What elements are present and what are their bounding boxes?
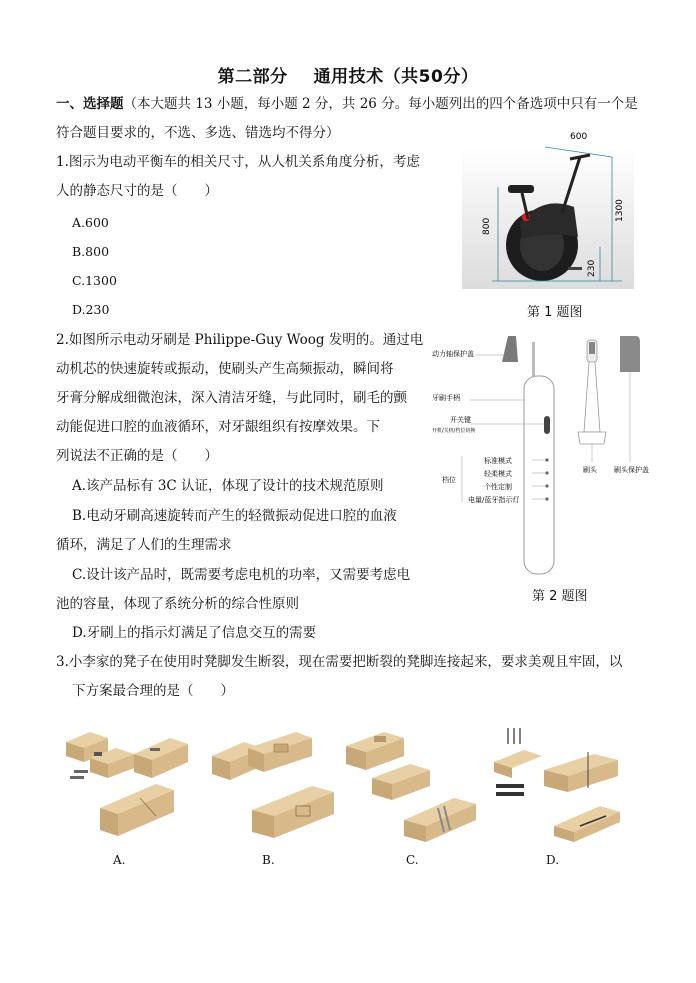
- label-indicator: 电量/蓝牙指示灯: [468, 496, 520, 504]
- q2-option-b-1: B.电动牙刷高速旋转而产生的轻微振动促进口腔的血液: [72, 508, 397, 524]
- dim-pedal-label: 230: [587, 259, 597, 277]
- label-mode-custom: 个性定制: [484, 483, 512, 491]
- q3-option-d: D.: [546, 853, 560, 867]
- label-switch: 开关键: [450, 416, 471, 424]
- label-power-cap: 动力轴保护盖: [432, 350, 474, 358]
- page-title: [0, 62, 696, 87]
- label-handle: 牙刷手柄: [432, 394, 460, 402]
- q3-figure-c: [344, 728, 480, 844]
- joint-option-c-illustration: [344, 728, 480, 844]
- q3-stem-2: 下方案最合理的是（ ）: [72, 683, 234, 699]
- q2-stem-2: 动机芯的快速旋转或振动，使刷头产生高频振动，瞬间将: [56, 361, 394, 377]
- q1-option-d: D.230: [72, 302, 110, 317]
- q2-option-a: A.该产品标有 3C 认证，体现了设计的技术规范原则: [72, 478, 384, 494]
- q2-option-b-2: 循环，满足了人们的生理需求: [56, 537, 232, 553]
- label-mode-gentle: 轻柔模式: [484, 470, 512, 478]
- q1-stem-2: 人的静态尺寸的是（ ）: [56, 183, 218, 199]
- q1-option-b: B.800: [72, 244, 110, 259]
- dim-seat-label: 800: [482, 217, 492, 235]
- joint-option-a-illustration: [60, 728, 194, 844]
- q3-figure-a: [60, 728, 194, 844]
- dim-handle-label: 1300: [615, 199, 625, 222]
- q1-stem-1: 1.图示为电动平衡车的相关尺寸，从人机关系角度分析，考虑: [56, 154, 420, 170]
- q3-figure-d: [484, 722, 624, 844]
- q2-caption: 第 2 题图: [532, 589, 588, 604]
- dim-width-label: 600: [570, 132, 588, 142]
- balance-car-illustration: [462, 127, 634, 289]
- label-mode-standard: 标准模式: [484, 457, 512, 465]
- q2-stem-1: 2.如图所示电动牙刷是 Philippe-Guy Woog 发明的。通过电: [56, 332, 424, 348]
- joint-option-d-illustration: [484, 722, 624, 844]
- q3-figure-b: [208, 728, 344, 844]
- joint-option-b-illustration: [208, 728, 344, 844]
- label-head-cap: 刷头保护盖: [614, 466, 649, 474]
- q1-figure: [462, 127, 634, 289]
- q2-stem-5: 列说法不正确的是（ ）: [56, 448, 218, 464]
- q1-caption: 第 1 题图: [527, 305, 583, 320]
- q3-stem-1: 3.小李家的凳子在使用时凳脚发生断裂，现在需要把断裂的凳脚连接起来，要求美观且牢固，以: [56, 654, 623, 670]
- section-heading: 一、选择题: [56, 96, 124, 112]
- subject-label: 通用技术（共50分）: [313, 67, 479, 87]
- q1-option-a: A.600: [72, 215, 109, 230]
- q2-stem-3: 牙膏分解成细微泡沫，深入清洁牙缝，与此同时，刷毛的颤: [56, 390, 407, 406]
- q2-figure: [432, 332, 654, 580]
- toothbrush-illustration: [432, 332, 654, 580]
- q2-option-c-1: C.设计该产品时，既需要考虑电机的功率，又需要考虑电: [72, 567, 411, 583]
- q2-option-d: D.牙刷上的指示灯满足了信息交互的需要: [72, 625, 317, 641]
- q3-option-b: B.: [262, 853, 275, 867]
- q3-option-c: C.: [406, 853, 419, 867]
- q2-option-c-2: 池的容量，体现了系统分析的综合性原则: [56, 596, 299, 612]
- part-label: 第二部分: [217, 67, 288, 87]
- section-instructions-2: 符合题目要求的，不选、多选、错选均不得分）: [56, 125, 340, 141]
- label-head: 刷头: [583, 466, 597, 474]
- q1-option-c: C.1300: [72, 273, 117, 288]
- q3-option-a: A.: [113, 853, 126, 867]
- label-gear: 档位: [442, 476, 456, 484]
- label-switch-note: 开机/关机/档位切换: [432, 428, 476, 434]
- q2-stem-4: 动能促进口腔的血液循环，对牙龈组织有按摩效果。下: [56, 419, 380, 435]
- section-header: [56, 90, 638, 119]
- section-instructions: （本大题共 13 小题，每小题 2 分，共 26 分。每小题列出的四个备选项中只有一个是: [123, 96, 638, 112]
